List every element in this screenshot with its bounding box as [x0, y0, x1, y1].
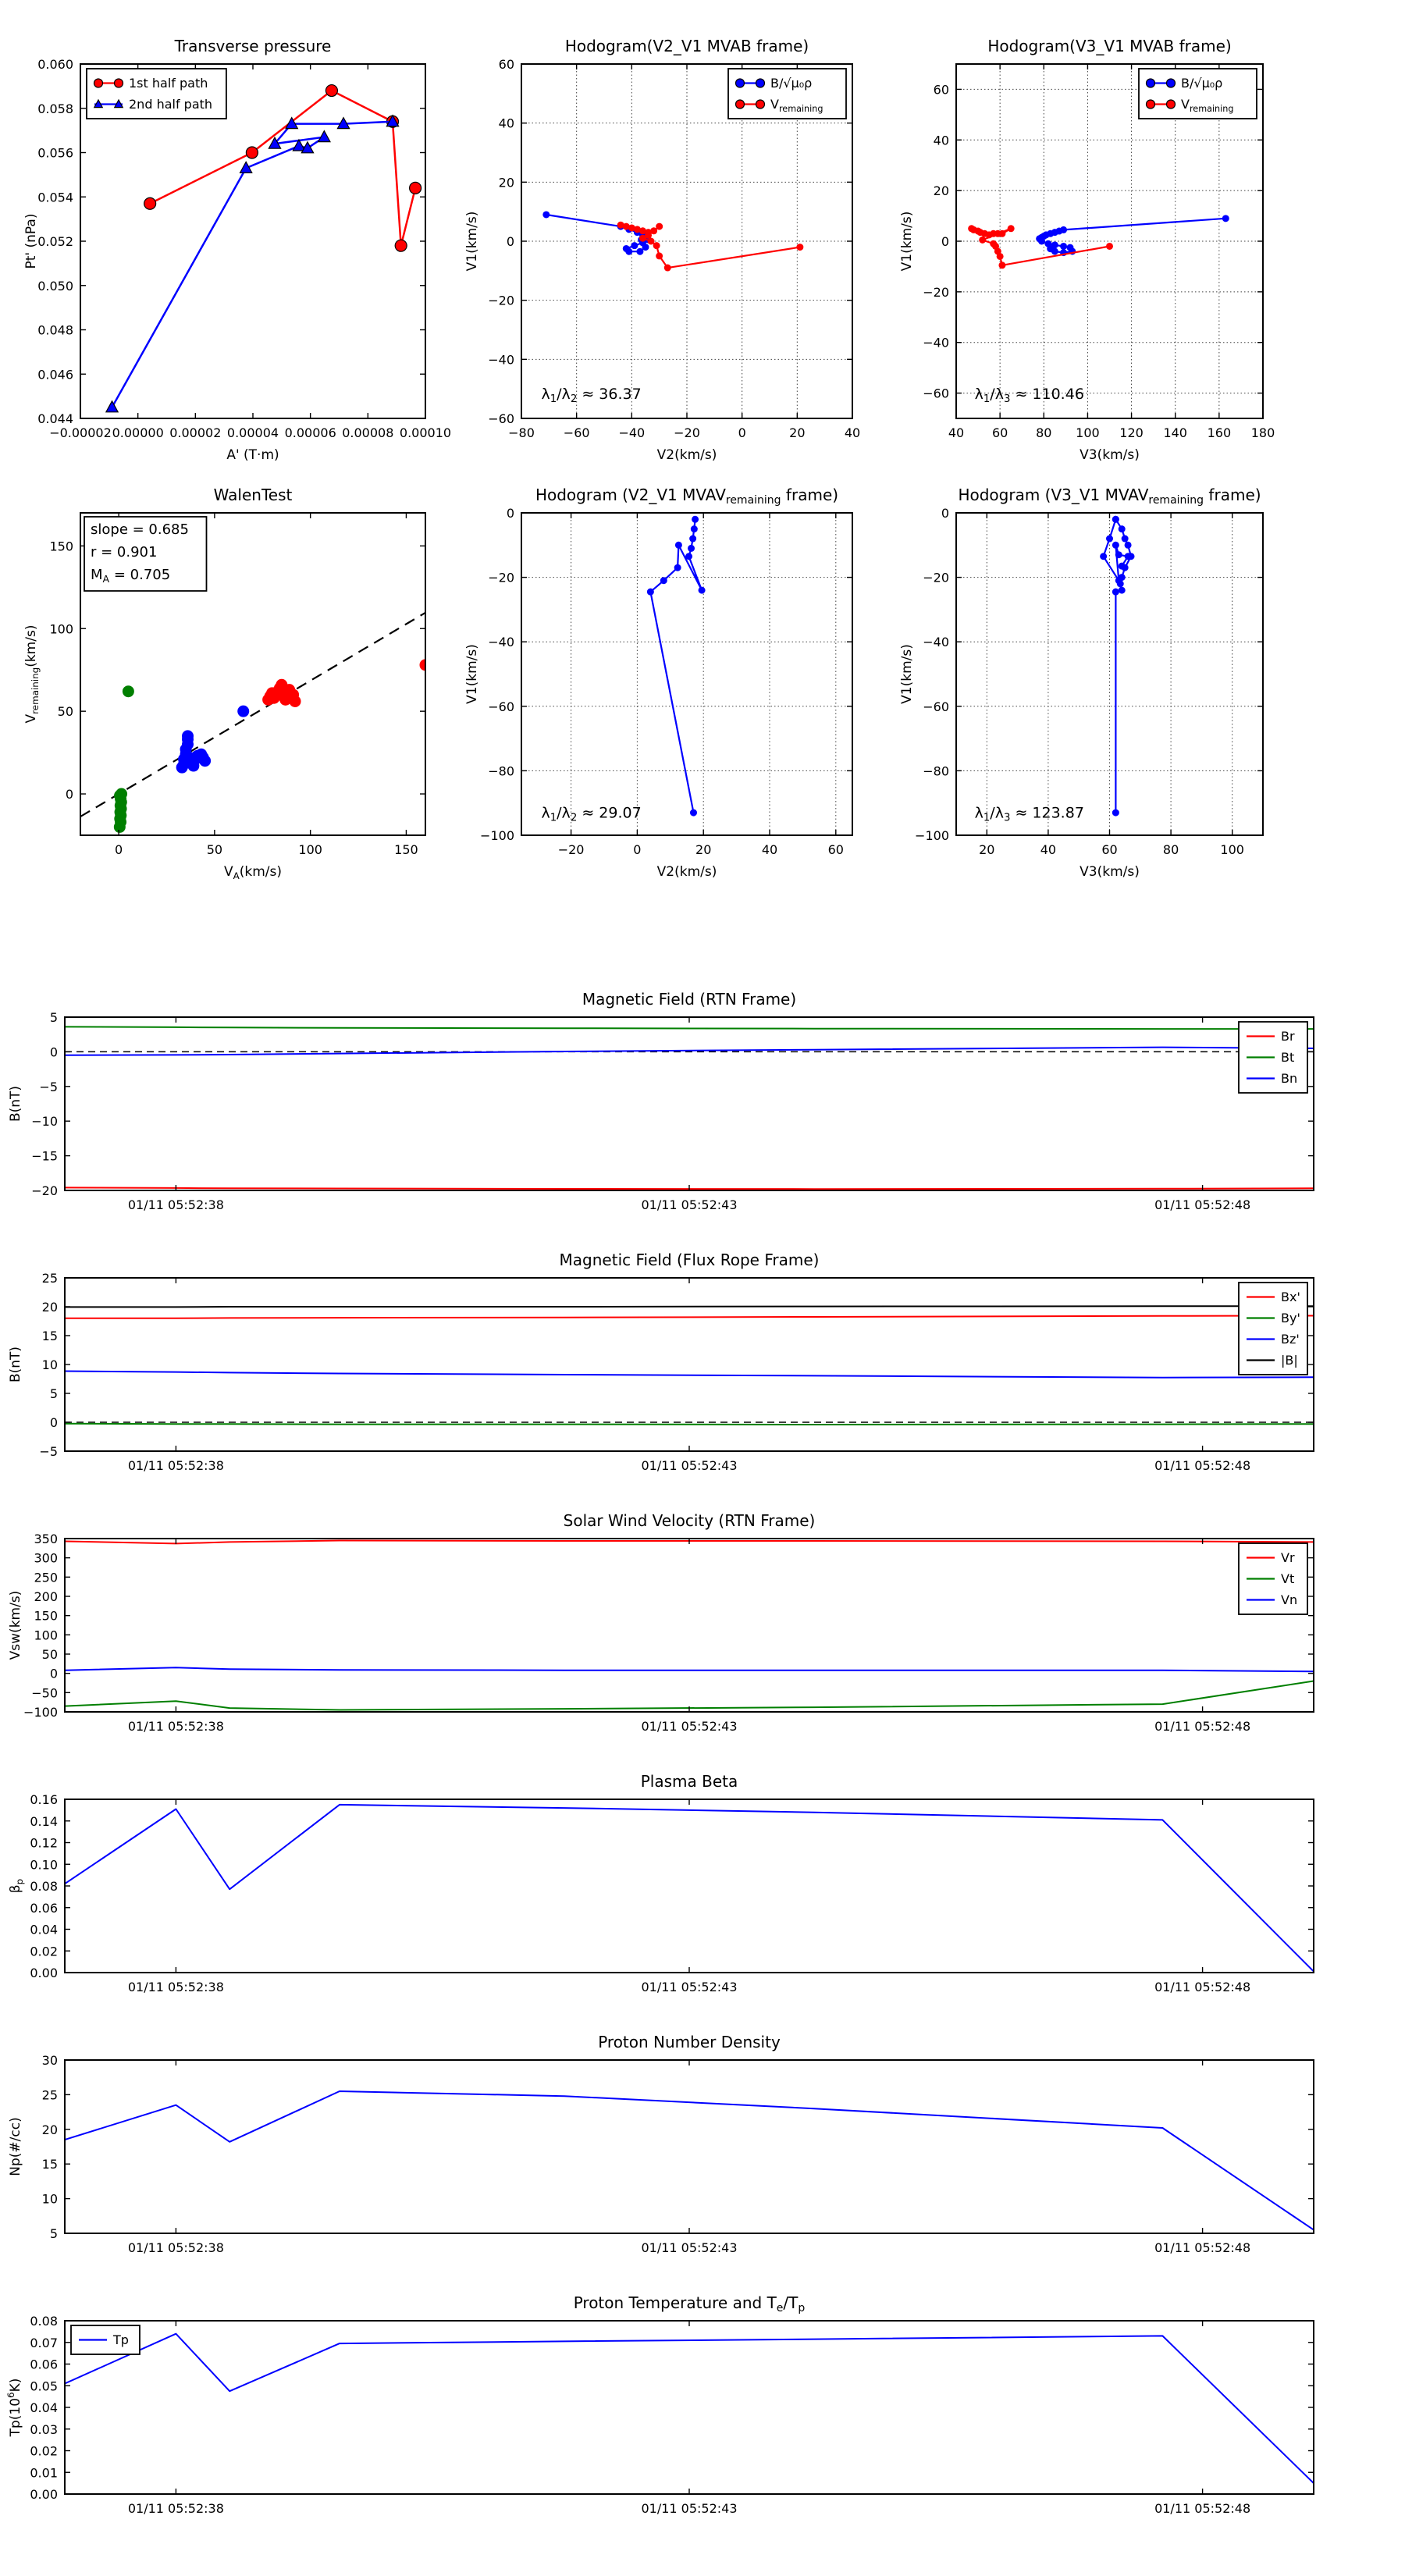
chart-title: Proton Temperature and $T_e/T_p$	[573, 2293, 806, 2314]
axes-frame	[65, 2060, 1314, 2233]
axis-tick-label: 100	[49, 621, 73, 637]
stats-line: r = 0.901	[91, 544, 158, 560]
y-axis-label: V1(km/s)	[464, 644, 480, 704]
axis-tick-label: 0.02	[30, 1944, 58, 1959]
axis-tick-label: 01/11 05:52:38	[127, 1719, 224, 1734]
axis-tick-label: 0	[633, 842, 642, 857]
axis-tick-label: −20	[31, 1183, 58, 1198]
axis-tick-label: −60	[923, 386, 949, 401]
axis-tick-label: 0.16	[30, 1792, 58, 1807]
axis-tick-label: 60	[1101, 842, 1118, 857]
annotation: $\lambda_1/\lambda_2 \approx 29.07$	[541, 804, 642, 824]
axis-tick-label: 0.058	[37, 101, 73, 116]
axis-tick-label: 0.056	[37, 145, 73, 161]
axis-tick-label: −60	[923, 699, 949, 714]
series-Np	[65, 2091, 1314, 2230]
stats-line: $M_A = 0.705$	[91, 567, 171, 585]
p6-chart	[899, 486, 1263, 880]
y-axis-label: $\beta_p$	[8, 1878, 25, 1894]
ts6-chart	[5, 2293, 1314, 2516]
axis-tick-label: 60	[498, 57, 514, 72]
legend-label: B/√μ₀ρ	[1181, 76, 1223, 91]
axis-tick-label: 40	[933, 133, 949, 148]
axis-tick-label: −100	[23, 1705, 58, 1720]
axis-tick-label: −15	[31, 1148, 58, 1164]
axis-tick-label: 0.060	[37, 57, 73, 72]
axis-tick-label: −100	[915, 828, 949, 843]
axis-tick-label: 0.04	[30, 1922, 58, 1937]
legend-label: Vn	[1281, 1592, 1298, 1607]
series-group	[65, 2334, 1314, 2483]
p2-chart	[464, 37, 860, 463]
chart-title: Proton Number Density	[598, 2033, 781, 2051]
p1-chart	[23, 37, 451, 463]
axis-tick-label: 100	[298, 842, 322, 857]
axes-frame	[65, 2321, 1314, 2494]
axis-tick-label: 300	[34, 1550, 58, 1566]
axis-tick-label: −40	[488, 352, 514, 368]
axis-tick-label: 0.050	[37, 278, 73, 294]
p4-chart	[23, 486, 432, 881]
axis-tick-label: 20	[789, 425, 806, 440]
ts4-chart	[8, 1772, 1314, 1994]
axis-tick-label: 60	[827, 842, 844, 857]
chart-title: Hodogram (V3_V1 $MVAV_{remaining}$ frame)	[958, 486, 1261, 507]
axis-tick-label: 01/11 05:52:48	[1154, 1719, 1251, 1734]
axis-tick-label: 0.00	[30, 1966, 58, 1980]
axis-tick-label: −0.00002	[49, 425, 112, 440]
legend	[87, 69, 226, 119]
axis-tick-label: 20	[979, 842, 995, 857]
legend	[1239, 1543, 1307, 1614]
axis-tick-label: 0.01	[30, 2465, 58, 2481]
series-Bz'	[65, 1372, 1314, 1378]
series-fit-line	[80, 613, 425, 817]
axis-tick-label: 150	[34, 1608, 58, 1624]
axis-tick-label: 20	[933, 183, 949, 199]
axis-tick-label: 5	[49, 1386, 58, 1401]
axis-tick-label: 01/11 05:52:43	[641, 1458, 738, 1473]
axis-tick-label: 0.14	[30, 1813, 58, 1829]
axis-tick-label: −60	[488, 411, 514, 426]
legend-label: Tp	[113, 2332, 129, 2347]
axis-tick-label: 40	[948, 425, 965, 440]
axis-tick-label: 0.00010	[399, 425, 452, 440]
series-2nd half path	[112, 122, 393, 407]
chart-title: Plasma Beta	[640, 1772, 738, 1791]
axis-tick-label: 40	[1040, 842, 1057, 857]
x-axis-label: V3(km/s)	[1080, 447, 1140, 463]
series-Tp	[65, 2334, 1314, 2483]
series-V_remaining	[650, 519, 702, 813]
axis-tick-label: −60	[488, 699, 514, 714]
axis-tick-label: −20	[923, 284, 949, 300]
axis-tick-label: 0.00008	[342, 425, 394, 440]
series-Bt	[65, 1026, 1314, 1029]
stats-line: slope = 0.685	[91, 521, 189, 538]
y-axis-label: Pt' (nPa)	[23, 213, 39, 269]
series-beta_p	[65, 1805, 1314, 1972]
y-axis-label: Vsw(km/s)	[8, 1590, 23, 1660]
series-group	[106, 85, 422, 412]
axis-tick-label: 0	[49, 1666, 58, 1681]
series-group	[65, 2091, 1314, 2230]
legend	[728, 69, 846, 119]
series-Bx'	[65, 1316, 1314, 1318]
legend	[1239, 1283, 1307, 1375]
axis-tick-label: 120	[1119, 425, 1144, 440]
axis-tick-label: 01/11 05:52:43	[641, 2501, 738, 2516]
axis-tick-label: −50	[31, 1685, 58, 1701]
axis-tick-label: 0.04	[30, 2400, 58, 2415]
axis-tick-label: 0	[506, 234, 514, 249]
axis-tick-label: 0.08	[30, 1879, 58, 1894]
chart-title: Magnetic Field (Flux Rope Frame)	[559, 1251, 820, 1269]
series-Vt	[65, 1681, 1314, 1710]
x-axis-label: V2(km/s)	[656, 864, 717, 880]
y-axis-label: V1(km/s)	[464, 211, 480, 272]
axis-tick-label: −80	[923, 763, 949, 779]
axes-frame	[65, 1539, 1314, 1712]
x-axis-label: A' (T·m)	[226, 447, 279, 463]
annotation: $\lambda_1/\lambda_2 \approx 36.37$	[541, 386, 642, 406]
axis-tick-label: 20	[41, 1300, 58, 1315]
axis-tick-label: 100	[1076, 425, 1100, 440]
ts3-chart	[8, 1511, 1314, 1734]
axis-tick-label: 80	[1036, 425, 1052, 440]
chart-title: Solar Wind Velocity (RTN Frame)	[563, 1511, 816, 1530]
axis-tick-label: −100	[480, 828, 514, 843]
series-group	[65, 1026, 1314, 1189]
axis-tick-label: −20	[488, 293, 514, 308]
legend-label: $V_{remaining}$	[770, 97, 823, 114]
axis-tick-label: −80	[488, 763, 514, 779]
axis-tick-label: 5	[49, 2226, 58, 2241]
p5-chart	[464, 486, 852, 880]
axis-tick-label: 0.052	[37, 234, 73, 249]
axis-tick-label: 10	[41, 2191, 58, 2207]
legend	[1239, 1022, 1307, 1093]
axis-tick-label: 0	[941, 506, 949, 521]
axis-tick-label: 20	[498, 175, 514, 190]
series-group	[65, 1306, 1314, 1425]
axis-tick-label: 01/11 05:52:48	[1154, 2240, 1251, 2255]
x-axis-label: V2(km/s)	[656, 447, 717, 463]
annotation: $\lambda_1/\lambda_3 \approx 123.87$	[974, 804, 1084, 824]
axis-tick-label: 160	[1207, 425, 1232, 440]
axis-tick-label: 25	[41, 1271, 58, 1286]
axis-tick-label: 0.05	[30, 2379, 58, 2394]
y-axis-label: $Tp(10^6K)$	[5, 2378, 23, 2437]
axis-tick-label: 150	[49, 539, 73, 554]
axis-tick-label: −10	[31, 1114, 58, 1130]
axis-tick-label: −40	[923, 335, 949, 350]
axis-tick-label: −5	[39, 1079, 58, 1094]
x-axis-label: $V_A(km/s)$	[223, 864, 283, 881]
series-group	[968, 215, 1229, 269]
p3-chart	[899, 37, 1275, 463]
series-|B|	[65, 1306, 1314, 1307]
axis-tick-label: −40	[488, 635, 514, 650]
axis-tick-label: 0	[49, 1415, 58, 1430]
axis-tick-label: 0	[738, 425, 746, 440]
legend	[1139, 69, 1257, 119]
axis-tick-label: 60	[933, 82, 949, 98]
axis-tick-label: 0	[65, 787, 73, 802]
series-By'	[65, 1424, 1314, 1425]
chart-title: Hodogram(V2_V1 MVAB frame)	[564, 37, 809, 55]
axis-tick-label: −40	[923, 635, 949, 650]
axis-tick-label: 0.10	[30, 1857, 58, 1873]
axis-tick-label: 50	[57, 704, 73, 720]
axis-tick-label: −20	[923, 570, 949, 585]
axis-tick-label: 01/11 05:52:38	[127, 2501, 224, 2516]
axis-tick-label: 01/11 05:52:38	[127, 1980, 224, 1994]
axis-tick-label: 25	[41, 2087, 58, 2103]
axis-tick-label: 200	[34, 1589, 58, 1604]
axis-tick-label: 15	[41, 2157, 58, 2172]
legend-label: 2nd half path	[129, 97, 213, 112]
axis-tick-label: 0	[49, 1044, 58, 1060]
axis-tick-label: 250	[34, 1570, 58, 1585]
axis-tick-label: 0.046	[37, 367, 73, 382]
axis-tick-label: 180	[1250, 425, 1275, 440]
legend-label: 1st half path	[129, 76, 208, 91]
legend-label: Bt	[1281, 1050, 1295, 1065]
axis-tick-label: 20	[695, 842, 712, 857]
legend-label: Bn	[1281, 1071, 1298, 1086]
axis-tick-label: −80	[508, 425, 535, 440]
ts5-chart	[8, 2033, 1314, 2255]
axis-tick-label: 150	[394, 842, 418, 857]
legend-label: Vt	[1281, 1571, 1295, 1586]
axis-tick-label: 0.12	[30, 1835, 58, 1851]
axis-tick-label: 50	[206, 842, 223, 857]
series-group	[65, 1805, 1314, 1972]
axis-tick-label: 01/11 05:52:38	[127, 2240, 224, 2255]
axis-tick-label: 01/11 05:52:48	[1154, 1980, 1251, 1994]
axis-tick-label: 0.03	[30, 2421, 58, 2437]
annotation: $\lambda_1/\lambda_3 \approx 110.46$	[974, 386, 1084, 406]
axis-tick-label: 40	[761, 842, 778, 857]
axis-tick-label: 5	[49, 1010, 58, 1025]
axis-tick-label: 01/11 05:52:38	[127, 1458, 224, 1473]
axis-tick-label: 0.00000	[112, 425, 164, 440]
y-axis-label: V1(km/s)	[899, 211, 915, 272]
axis-tick-label: 0	[941, 234, 949, 249]
axis-tick-label: 0.00004	[226, 425, 279, 440]
y-axis-label: V1(km/s)	[899, 644, 915, 704]
axis-tick-label: 0.02	[30, 2443, 58, 2459]
axis-tick-label: 0.044	[37, 411, 73, 426]
axis-tick-label: 0.06	[30, 2357, 58, 2372]
axis-tick-label: 01/11 05:52:48	[1154, 1197, 1251, 1212]
axis-tick-label: 0.048	[37, 322, 73, 338]
series-Vn	[65, 1667, 1314, 1671]
axis-tick-label: 40	[844, 425, 861, 440]
axis-tick-label: −60	[563, 425, 590, 440]
axes-frame	[65, 1799, 1314, 1973]
axis-tick-label: 0.00	[30, 2487, 58, 2502]
axis-tick-label: 0.06	[30, 1900, 58, 1916]
axis-tick-label: −20	[674, 425, 700, 440]
axis-tick-label: 100	[34, 1628, 58, 1643]
axis-tick-label: 01/11 05:52:43	[641, 2240, 738, 2255]
axis-tick-label: 20	[41, 2122, 58, 2137]
axis-tick-label: 60	[991, 425, 1008, 440]
axis-tick-label: 80	[1162, 842, 1179, 857]
chart-title: Transverse pressure	[174, 37, 332, 55]
axis-tick-label: −40	[618, 425, 646, 440]
y-axis-label: $V_{remaining}(km/s)$	[23, 624, 41, 724]
axis-tick-label: 350	[34, 1532, 58, 1546]
legend-label: |B|	[1281, 1353, 1298, 1368]
legend-label: Bz'	[1281, 1332, 1300, 1347]
chart-title: Hodogram(V3_V1 MVAB frame)	[987, 37, 1232, 55]
axis-tick-label: 0.08	[30, 2314, 58, 2329]
legend-label: Vr	[1281, 1550, 1295, 1565]
axis-tick-label: −5	[39, 1444, 58, 1459]
y-axis-label: B(nT)	[8, 1346, 23, 1383]
axis-tick-label: 50	[41, 1647, 58, 1662]
y-axis-label: Np(#/cc)	[8, 2117, 23, 2176]
axis-tick-label: 01/11 05:52:43	[641, 1197, 738, 1212]
axis-tick-label: 30	[41, 2053, 58, 2068]
legend-label: Br	[1281, 1029, 1295, 1044]
axis-tick-label: 0.07	[30, 2335, 58, 2350]
legend	[71, 2325, 140, 2354]
legend-label: $V_{remaining}$	[1181, 97, 1234, 114]
axis-tick-label: 10	[41, 1357, 58, 1372]
legend-label: B/√μ₀ρ	[770, 76, 813, 91]
axes-frame	[65, 1017, 1314, 1190]
axis-tick-label: 15	[41, 1329, 58, 1343]
ts2-chart	[8, 1251, 1314, 1473]
axis-tick-label: 0.054	[37, 190, 73, 205]
chart-title: Magnetic Field (RTN Frame)	[582, 990, 797, 1009]
axis-tick-label: 140	[1163, 425, 1187, 440]
series-group	[80, 613, 432, 833]
axis-tick-label: 01/11 05:52:48	[1154, 2501, 1251, 2516]
y-axis-label: B(nT)	[8, 1085, 23, 1123]
legend-label: Bx'	[1281, 1290, 1300, 1304]
axis-tick-label: 0	[506, 506, 514, 521]
axis-tick-label: 0.00006	[284, 425, 336, 440]
chart-title: WalenTest	[213, 486, 293, 504]
axis-tick-label: 0.00002	[169, 425, 222, 440]
axis-tick-label: 0	[115, 842, 123, 857]
ts1-chart	[8, 990, 1314, 1212]
axis-tick-label: 01/11 05:52:43	[641, 1980, 738, 1994]
axis-tick-label: 100	[1220, 842, 1244, 857]
legend-label: By'	[1281, 1311, 1300, 1325]
series-group	[65, 1541, 1314, 1710]
axis-tick-label: 01/11 05:52:38	[127, 1197, 224, 1212]
axis-tick-label: 01/11 05:52:48	[1154, 1458, 1251, 1473]
axis-tick-label: 40	[498, 116, 514, 131]
axis-tick-label: 01/11 05:52:43	[641, 1719, 738, 1734]
chart-title: Hodogram (V2_V1 $MVAV_{remaining}$ frame)	[535, 486, 839, 507]
axis-tick-label: −20	[557, 842, 585, 857]
x-axis-label: V3(km/s)	[1080, 864, 1140, 880]
axis-tick-label: −20	[488, 570, 514, 585]
